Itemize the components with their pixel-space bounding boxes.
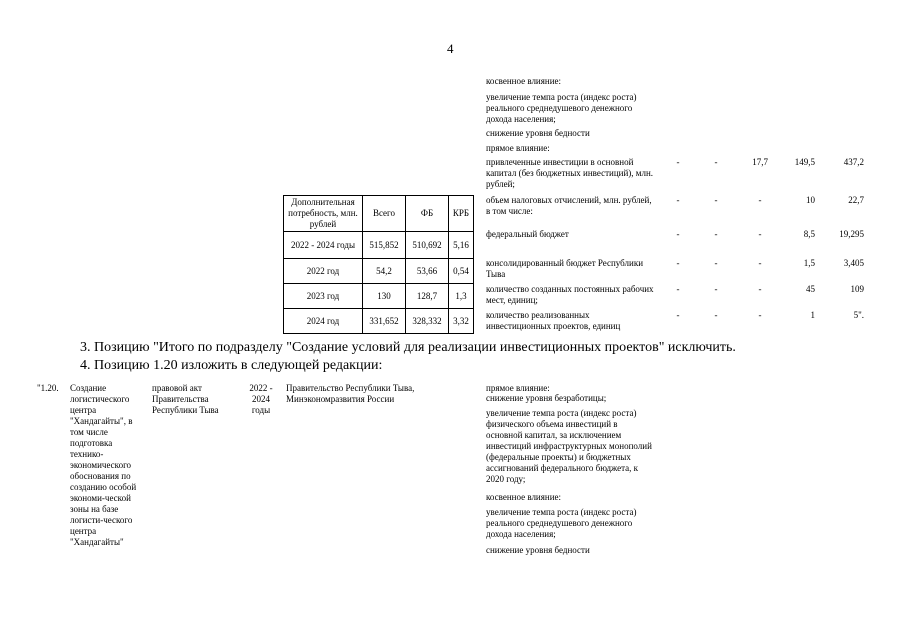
table-header-cell: Всего [363,196,406,232]
indicator-value: 437,2 [843,157,864,167]
table-cell: 0,54 [449,259,474,284]
paragraph-3: 3. Позицию "Итого по подразделу "Создание условий для реализации инвестиционных проектов" исключить. [80,340,736,355]
indicator-value: 8,5 [803,229,815,239]
table-cell: 5,16 [449,232,474,259]
table-cell: 2024 год [284,309,363,334]
paragraph-4: 4. Позицию 1.20 изложить в следующей редакции: [80,358,383,373]
indicator-value: 5". [853,310,864,320]
indicator-value: 3,405 [843,258,864,268]
table-row [284,259,474,284]
indirect-influence-item: снижение уровня бедности [486,545,590,555]
direct-influence-heading: прямое влияние: [486,143,550,153]
table-cell: 328,332 [406,309,449,334]
position-period: 2022 - 2024 годы [249,383,273,415]
indicator-value: - [676,284,680,294]
indicator-value: - [758,258,762,268]
indirect-influence-item: увеличение темпа роста (индекс роста) реального среднедушевого денежного дохода населения; [486,507,637,539]
table-cell: 53,66 [406,259,449,284]
table-header-cell: ФБ [406,196,449,232]
position-legal-act: правовой акт Правительства Республики Тыва [152,383,219,415]
direct-influence-item: снижение уровня безработицы; [486,393,607,403]
indicator-value: 1,5 [803,258,815,268]
table-cell: 1,3 [449,284,474,309]
table-cell: 128,7 [406,284,449,309]
indicator-label: количество реализованных инвестиционных проектов, единиц [486,310,621,331]
direct-influence-heading: прямое влияние: [486,383,550,393]
direct-influence-item: увеличение темпа роста (индекс роста) физического объема инвестиций в основной капитал, за исключением инвестиций инфраструктурных монополий (федеральные проекты) и бюджетных ассигнований федерального бюджета, к 2020 году; [486,408,652,484]
indicator-value: - [714,284,718,294]
indicator-value: - [676,258,680,268]
table-cell: 130 [363,284,406,309]
position-number: "1.20. [37,383,59,393]
table-cell: 510,692 [406,232,449,259]
table-cell: 2022 год [284,259,363,284]
indicator-value: 19,295 [839,229,864,239]
table-cell: 3,32 [449,309,474,334]
table-header-cell: КРБ [449,196,474,232]
indicator-value: - [758,310,762,320]
table-cell: 2022 - 2024 годы [284,232,363,259]
table-cell: 54,2 [363,259,406,284]
indicator-value: - [714,310,718,320]
indicator-value: 149,5 [794,157,815,167]
indicator-label: количество созданных постоянных рабочих мест, единиц; [486,284,654,305]
indirect-influence-heading: косвенное влияние: [486,492,562,502]
indicator-label: привлеченные инвестиции в основной капитал (без бюджетных инвестиций), млн. рублей; [486,157,654,189]
indicator-label: объем налоговых отчислений, млн. рублей, в том числе: [486,195,652,216]
indicator-value: 22,7 [848,195,864,205]
table-cell: 331,652 [363,309,406,334]
indirect-influence-item: снижение уровня бедности [486,128,590,138]
indicator-value: - [676,229,680,239]
table-header-row [284,196,474,232]
indirect-influence-heading: косвенное влияние: [486,76,562,86]
indicator-value: - [758,229,762,239]
indicator-value: - [758,195,762,205]
table-row [284,309,474,334]
funding-table [283,195,474,334]
table-row [284,284,474,309]
indicator-value: - [714,258,718,268]
indicator-label: консолидированный бюджет Республики Тыва [486,258,644,279]
table-cell: 2023 год [284,284,363,309]
position-executors: Правительство Республики Тыва, Минэкономразвития России [286,383,415,404]
table-row [284,232,474,259]
table-header-cell: Дополнительная потребность, млн. рублей [284,196,363,232]
indicator-value: - [676,157,680,167]
indicator-value: 45 [806,284,815,294]
indicator-label: федеральный бюджет [486,229,569,239]
indicator-value: 10 [806,195,815,205]
indicator-value: - [676,195,680,205]
indicator-value: - [714,157,718,167]
page-number: 4 [447,41,454,56]
indicator-value: - [714,229,718,239]
table-cell: 515,852 [363,232,406,259]
indicator-value: 1 [810,310,815,320]
indicator-value: - [758,284,762,294]
indicator-value: - [676,310,680,320]
indicator-value: - [714,195,718,205]
position-name: Создание логистического центра "Хандагайты", в том числе подготовка технико-экономического обоснования по созданию особой экономи-ческой зоны на базе логисти-ческого центра "Хандагайты" [70,383,137,547]
indicator-value: 109 [850,284,864,294]
indicator-value: 17,7 [752,157,768,167]
indirect-influence-item: увеличение темпа роста (индекс роста) реального среднедушевого денежного дохода населения; [486,92,637,124]
